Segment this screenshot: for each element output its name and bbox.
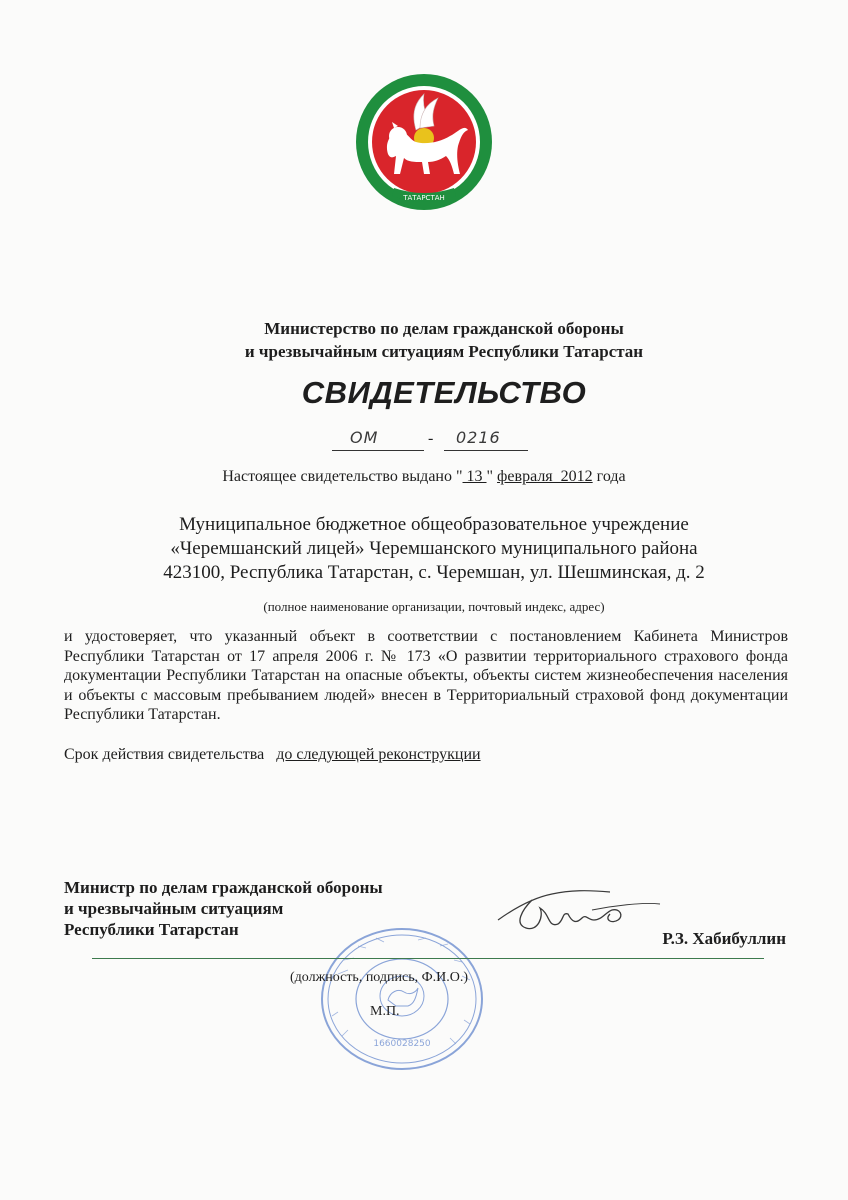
signatory-position-line3: Республики Татарстан xyxy=(64,920,239,939)
seal-number: 1660028250 xyxy=(373,1039,431,1049)
signature-line xyxy=(92,958,764,959)
tatarstan-emblem-icon xyxy=(354,70,494,216)
certificate-number-id xyxy=(444,430,528,451)
organization-address: 423100, Республика Татарстан, с. Черемшан, ул. Шешминская, д. 2 xyxy=(163,562,705,583)
issue-prefix: Настоящее свидетельство выдано xyxy=(222,468,452,485)
emblem-banner-label: ТАТАРСТАН xyxy=(403,194,445,202)
signature-caption: (должность, подпись, Ф.И.О.) xyxy=(290,970,469,985)
certificate-body-text: и удостоверяет, что указанный объект в соответствии с постановлением Кабинета Министров Республики Татарстан от 17 апреля 2006 г. № 173 «О развитии территориального страхового фонда документации Республики Татарстан на опасные объекты, объекты систем жизнеобеспечения населения и объекты с массовым пребыванием людей» внесен в Территориальный страховой фонд документации Республики Татарстан. xyxy=(64,628,788,723)
issue-month-year: февраля 2012 xyxy=(497,468,593,485)
validity-value: до следующей реконструкции xyxy=(276,746,481,763)
issue-suffix: года xyxy=(596,468,626,485)
handwritten-signature-icon xyxy=(492,880,664,940)
certificate-number-id-value: 0216 xyxy=(456,428,501,447)
issue-date-line xyxy=(0,467,848,487)
certificate-number-series xyxy=(332,430,424,451)
signatory-name: Р.З. Хабибуллин xyxy=(662,929,786,948)
official-seal-icon xyxy=(318,926,486,1072)
certificate-number-separator: - xyxy=(428,430,434,447)
issue-day-value: 13 xyxy=(466,468,483,485)
signatory-position-line2: и чрезвычайным ситуациям xyxy=(64,899,284,918)
certificate-title: СВИДЕТЕЛЬСТВО xyxy=(301,375,587,410)
validity-label: Срок действия свидетельства xyxy=(64,746,265,763)
issue-day xyxy=(463,468,487,485)
signatory-position-line1: Министр по делам гражданской обороны xyxy=(64,878,383,897)
organization-caption: (полное наименование организации, почтовый индекс, адрес) xyxy=(263,599,605,614)
validity-line xyxy=(64,745,481,765)
ministry-name-line1: Министерство по делам гражданской обороны xyxy=(264,319,624,338)
issue-day-open-quote: " xyxy=(455,468,463,485)
certificate-number xyxy=(326,422,546,450)
ministry-name-line2: и чрезвычайным ситуациям Республики Татарстан xyxy=(244,342,644,361)
certificate-number-series-value: ОМ xyxy=(350,428,379,447)
organization-name-line1: Муниципальное бюджетное общеобразовательное учреждение xyxy=(179,514,689,535)
issue-day-close-quote: " xyxy=(486,468,494,485)
stamp-place-label: М.П. xyxy=(370,1004,400,1019)
organization-name-line2: «Черемшанский лицей» Черемшанского муниципального района xyxy=(170,538,698,559)
